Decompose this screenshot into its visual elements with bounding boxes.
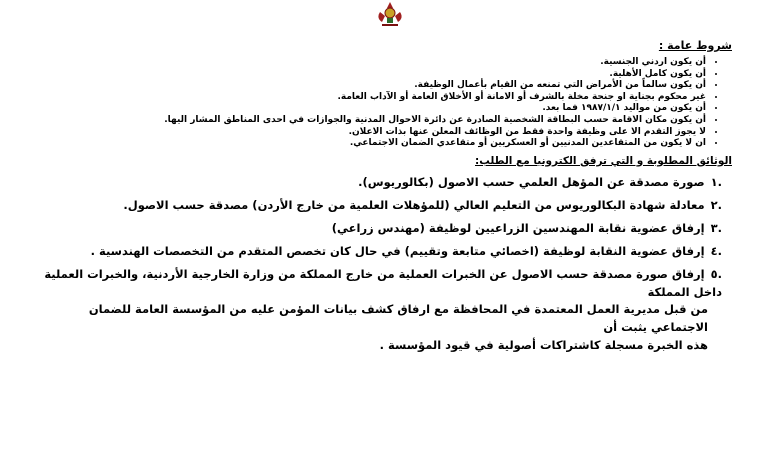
- condition-item: • أن يكون من مواليد ١٩٨٧/١/١ فما بعد.: [40, 103, 706, 115]
- condition-item: • أن يكون اردني الجنسية.: [40, 57, 706, 69]
- document-item: [40, 174, 722, 192]
- condition-item: • أن يكون كامل الأهلية.: [40, 69, 706, 81]
- document-text: صورة مصدقة عن المؤهل العلمي حسب الاصول (بكالوريوس).: [358, 174, 705, 189]
- condition-item: • غير محكوم بجناية او جنحة مخلة بالشرف أو الامانة أو الأخلاق العامة أو الآداب العامة.: [40, 92, 706, 104]
- document-text: إرفاق عضوية النقابة لوظيفة (اخصائي متابعة وتقييم) في حال كان تخصص المتقدم من التخصصات الهندسية .: [90, 244, 705, 259]
- announcement-document: [40, 38, 732, 360]
- document-item: [40, 266, 722, 354]
- document-number: .١: [710, 174, 722, 189]
- document-number: .٣: [710, 220, 722, 235]
- document-number: .٢: [710, 197, 722, 212]
- condition-item: • لا يجوز التقدم الا على وظيفة واحدة فقط من الوظائف المعلن عنها بذات الاعلان.: [40, 127, 706, 139]
- document-text-continued: من قبل مديرية العمل المعتمدة في المحافظة مع ارفاق كشف بيانات المؤمن عليه من المؤسسة العامة للضمان الاجتماعي يثبت أن: [88, 302, 708, 334]
- document-number: .٤: [710, 244, 722, 259]
- document-item: [40, 220, 722, 238]
- document-text-continued: هذه الخبرة مسجلة كاشتراكات أصولية في قيود المؤسسة .: [379, 337, 708, 352]
- condition-item: • ان لا يكون من المتقاعدين المدنيين أو العسكريين أو متقاعدي الضمان الاجتماعي.: [40, 138, 706, 150]
- document-text: معادلة شهادة البكالوريوس من التعليم العالي (للمؤهلات العلمية من خارج الأردن) مصدقة حسب الاصول.: [123, 197, 705, 212]
- required-documents-title: الوثائق المطلوبة و التي ترفق الكترونيا مع الطلب:: [475, 154, 732, 167]
- general-conditions-list: [40, 57, 718, 150]
- required-documents-list: [40, 174, 732, 354]
- document-number: .٥: [710, 267, 722, 282]
- crest-icon: [372, 0, 408, 32]
- document-item: [40, 197, 722, 215]
- general-conditions-title: شروط عامة :: [658, 39, 732, 52]
- condition-item: • أن يكون مكان الاقامة حسب البطاقة الشخصية الصادرة عن دائرة الاحوال المدنية والجوازات في احدى المناطق المشار اليها.: [40, 115, 706, 127]
- document-item: [40, 243, 722, 261]
- document-text: إرفاق عضوية نقابة المهندسين الزراعيين لوظيفة (مهندس زراعي): [331, 220, 705, 235]
- document-text: إرفاق صورة مصدقة حسب الاصول عن الخبرات العملية من خارج المملكة من وزارة الخارجية الأردنية، والخبرات العملية داخل المملكة: [44, 267, 722, 299]
- condition-item: • أن يكون سالماً من الأمراض التي تمنعه من القيام بأعمال الوظيفة.: [40, 80, 706, 92]
